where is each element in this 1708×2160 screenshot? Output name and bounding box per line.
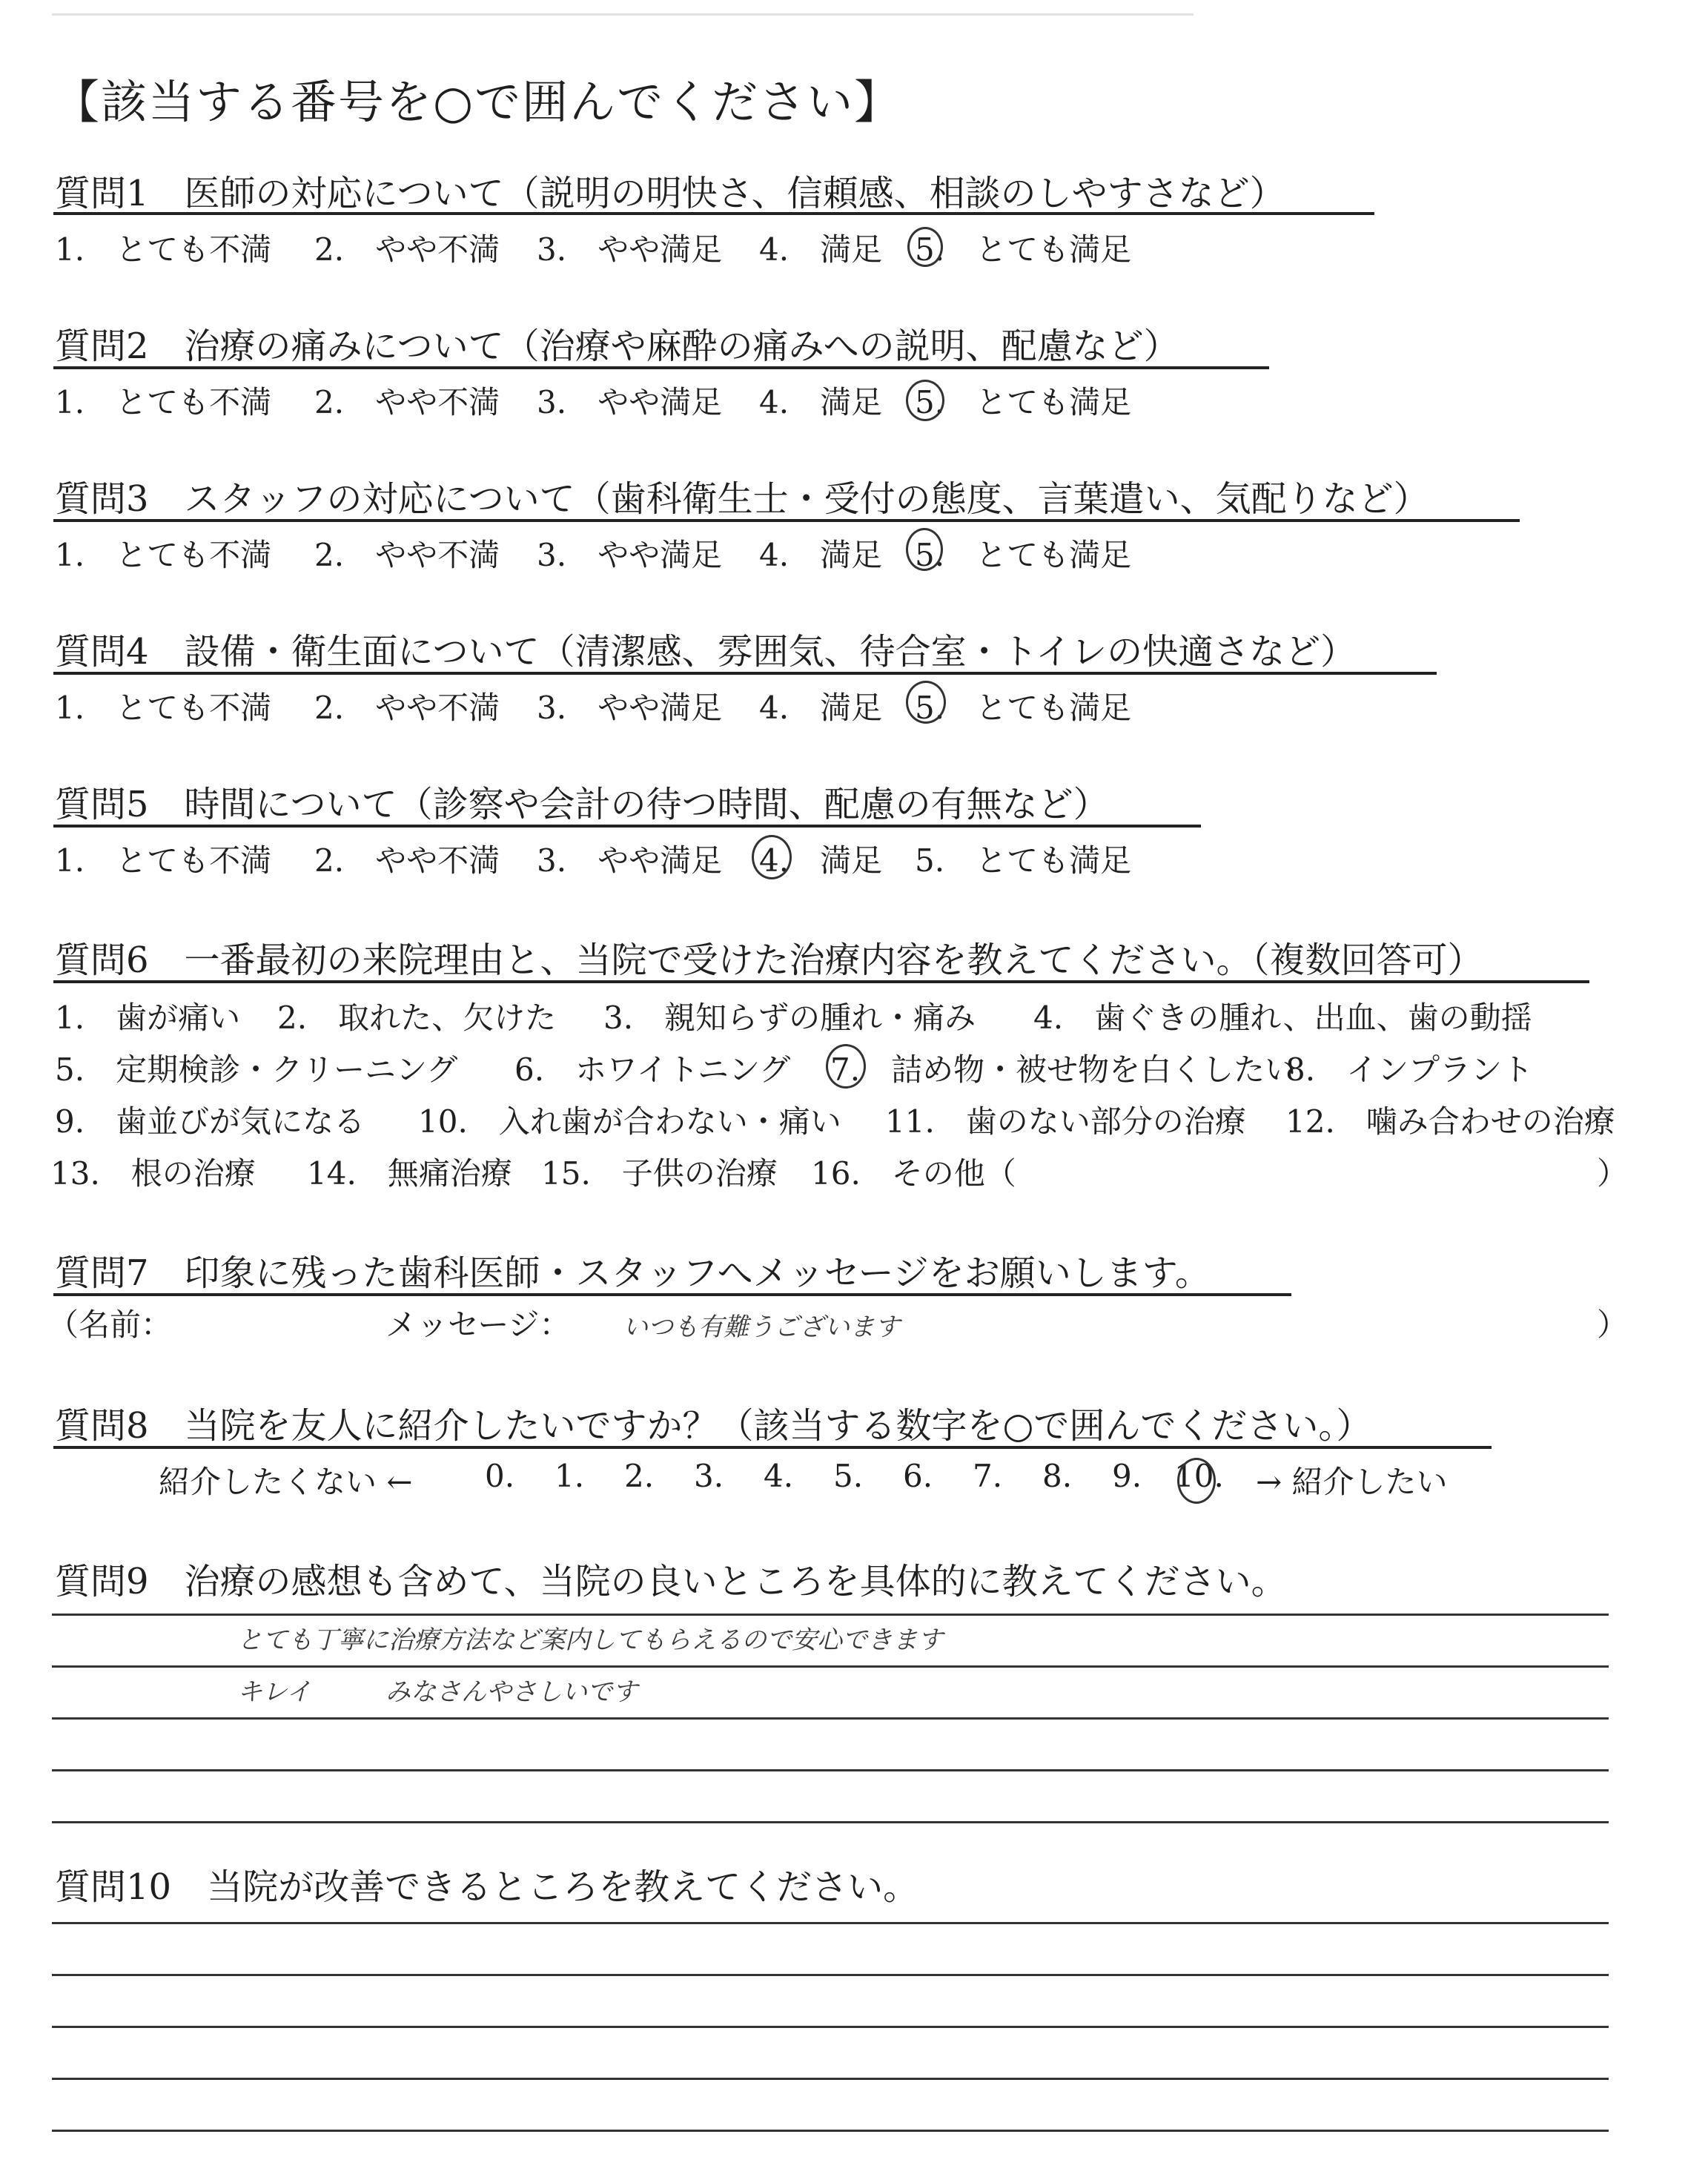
q6-option-6[interactable]: 6. ホワイトニング — [514, 1051, 791, 1088]
q2-option-1[interactable]: 1. とても不満 — [55, 384, 272, 420]
q5-option-3[interactable]: 3. やや満足 — [537, 842, 723, 879]
page-heading: 【該当する番号を○で囲んでください】 — [53, 75, 902, 129]
q3-option-2[interactable]: 2. やや不満 — [314, 537, 500, 573]
q10-rule-2 — [52, 1974, 1609, 1976]
q8-option-0[interactable]: 0. — [485, 1458, 515, 1494]
q7-name-label: （名前： — [47, 1307, 173, 1343]
q5-option-4[interactable]: 4. 満足 — [759, 842, 883, 879]
q6-option-10[interactable]: 10. 入れ歯が合わない・痛い — [418, 1103, 841, 1140]
q6-other-close-paren: ） — [1597, 1155, 1629, 1192]
q8-option-4[interactable]: 4. — [764, 1458, 794, 1494]
q3-option-1[interactable]: 1. とても不満 — [55, 537, 272, 573]
q6-option-1[interactable]: 1. 歯が痛い — [55, 1000, 241, 1036]
q10-rule-5 — [52, 2130, 1609, 2132]
q1-selection-circle — [907, 227, 943, 267]
q4-selection-circle — [906, 681, 946, 724]
q8-left-label: 紹介したくない ← — [159, 1464, 413, 1500]
q4-option-1[interactable]: 1. とても不満 — [55, 690, 272, 726]
q8-option-3[interactable]: 3. — [694, 1458, 724, 1494]
q8-option-8[interactable]: 8. — [1042, 1458, 1073, 1494]
q8-option-9[interactable]: 9. — [1112, 1458, 1142, 1494]
q8-option-6[interactable]: 6. — [903, 1458, 933, 1494]
q9-title: 質問9 治療の感想も含めて、当院の良いところを具体的に教えてください。 — [55, 1561, 1287, 1602]
q6-option-12[interactable]: 12. 噛み合わせの治療 — [1285, 1103, 1615, 1140]
q5-underline — [53, 825, 1201, 828]
q8-option-10[interactable]: 10. — [1174, 1458, 1224, 1494]
q8-title: 質問8 当院を友人に紹介したいですか？（該当する数字を○で囲んでください。） — [55, 1405, 1372, 1447]
q8-option-7[interactable]: 7. — [973, 1458, 1003, 1494]
q2-option-5[interactable]: 5. とても満足 — [915, 384, 1132, 420]
q9-answer-line-2b: みなさんやさしいです — [385, 1677, 638, 1707]
q9-rule-5 — [52, 1821, 1609, 1823]
q6-underline — [53, 980, 1589, 983]
q3-option-4[interactable]: 4. 満足 — [759, 537, 883, 573]
q8-option-2[interactable]: 2. — [624, 1458, 655, 1494]
q9-rule-1 — [52, 1614, 1609, 1616]
q8-underline — [53, 1446, 1492, 1449]
q1-title: 質問1 医師の対応について（説明の明快さ、信頼感、相談のしやすさなど） — [55, 173, 1285, 214]
q7-underline — [53, 1293, 1291, 1296]
q2-option-2[interactable]: 2. やや不満 — [314, 384, 500, 420]
q2-title: 質問2 治療の痛みについて（治療や麻酔の痛みへの説明、配慮など） — [55, 326, 1179, 367]
q4-option-4[interactable]: 4. 満足 — [759, 690, 883, 726]
q6-option-2[interactable]: 2. 取れた、欠けた — [277, 1000, 557, 1036]
q4-underline — [53, 672, 1437, 675]
q10-rule-4 — [52, 2078, 1609, 2080]
q7-title: 質問7 印象に残った歯科医師・スタッフへメッセージをお願いします。 — [55, 1252, 1211, 1294]
q4-option-3[interactable]: 3. やや満足 — [537, 690, 723, 726]
q3-underline — [53, 519, 1520, 522]
q5-option-5[interactable]: 5. とても満足 — [915, 842, 1132, 879]
q9-answer-line-2a: キレイ — [237, 1677, 311, 1707]
q5-title: 質問5 時間について（診察や会計の待つ時間、配慮の有無など） — [55, 784, 1109, 825]
q6-selection-circle — [826, 1044, 866, 1089]
q6-option-5[interactable]: 5. 定期検診・クリーニング — [55, 1051, 458, 1088]
q1-option-1[interactable]: 1. とても不満 — [55, 231, 272, 268]
q6-option-9[interactable]: 9. 歯並びが気になる — [55, 1103, 365, 1140]
q10-title: 質問10 当院が改善できるところを教えてください。 — [55, 1866, 919, 1908]
q10-rule-1 — [52, 1922, 1609, 1924]
q7-message-label: メッセージ： — [385, 1307, 571, 1343]
top-edge-line — [52, 13, 1194, 16]
q6-option-14[interactable]: 14. 無痛治療 — [307, 1155, 512, 1192]
q8-option-1[interactable]: 1. — [555, 1458, 585, 1494]
q4-option-5[interactable]: 5. とても満足 — [915, 690, 1132, 726]
q5-option-1[interactable]: 1. とても不満 — [55, 842, 272, 879]
q1-option-4[interactable]: 4. 満足 — [759, 231, 883, 268]
q6-option-16[interactable]: 16. その他（ — [811, 1155, 1016, 1192]
q1-option-3[interactable]: 3. やや満足 — [537, 231, 723, 268]
q1-option-2[interactable]: 2. やや不満 — [314, 231, 500, 268]
q10-rule-3 — [52, 2026, 1609, 2028]
q1-option-5[interactable]: 5. とても満足 — [915, 231, 1132, 268]
q2-option-3[interactable]: 3. やや満足 — [537, 384, 723, 420]
q3-selection-circle — [906, 528, 943, 571]
q8-right-label: → 紹介したい — [1256, 1464, 1448, 1500]
q2-underline — [53, 366, 1269, 369]
q6-option-4[interactable]: 4. 歯ぐきの腫れ、出血、歯の動揺 — [1033, 1000, 1532, 1036]
q5-selection-circle — [752, 835, 792, 879]
q6-option-8[interactable]: 8. インプラント — [1285, 1051, 1534, 1088]
q6-option-7[interactable]: 7. 詰め物・被せ物を白くしたい — [830, 1051, 1297, 1088]
q9-rule-2 — [52, 1665, 1609, 1668]
q6-option-15[interactable]: 15. 子供の治療 — [541, 1155, 778, 1192]
q2-selection-circle — [906, 380, 944, 421]
q7-handwritten-message: いつも有難うございます — [623, 1312, 900, 1342]
q6-title: 質問6 一番最初の来院理由と、当院で受けた治療内容を教えてください。（複数回答可） — [55, 939, 1483, 981]
q4-title: 質問4 設備・衛生面について（清潔感、雰囲気、待合室・トイレの快適さなど） — [55, 631, 1357, 673]
q2-option-4[interactable]: 4. 満足 — [759, 384, 883, 420]
q3-title: 質問3 スタッフの対応について（歯科衛生士・受付の態度、言葉遣い、気配りなど） — [55, 478, 1429, 520]
q9-rule-4 — [52, 1769, 1609, 1771]
q3-option-5[interactable]: 5. とても満足 — [915, 537, 1132, 573]
q6-option-13[interactable]: 13. 根の治療 — [50, 1155, 256, 1192]
q1-underline — [53, 212, 1374, 215]
q8-option-5[interactable]: 5. — [833, 1458, 864, 1494]
q6-option-3[interactable]: 3. 親知らずの腫れ・痛み — [603, 1000, 976, 1036]
q7-close-paren: ） — [1597, 1307, 1629, 1343]
q9-answer-line-1: とても丁寧に治療方法など案内してもらえるので安心できます — [237, 1625, 943, 1655]
q9-rule-3 — [52, 1717, 1609, 1720]
q4-option-2[interactable]: 2. やや不満 — [314, 690, 500, 726]
q8-selection-circle — [1177, 1458, 1216, 1504]
q3-option-3[interactable]: 3. やや満足 — [537, 537, 723, 573]
q5-option-2[interactable]: 2. やや不満 — [314, 842, 500, 879]
q6-option-11[interactable]: 11. 歯のない部分の治療 — [885, 1103, 1246, 1140]
